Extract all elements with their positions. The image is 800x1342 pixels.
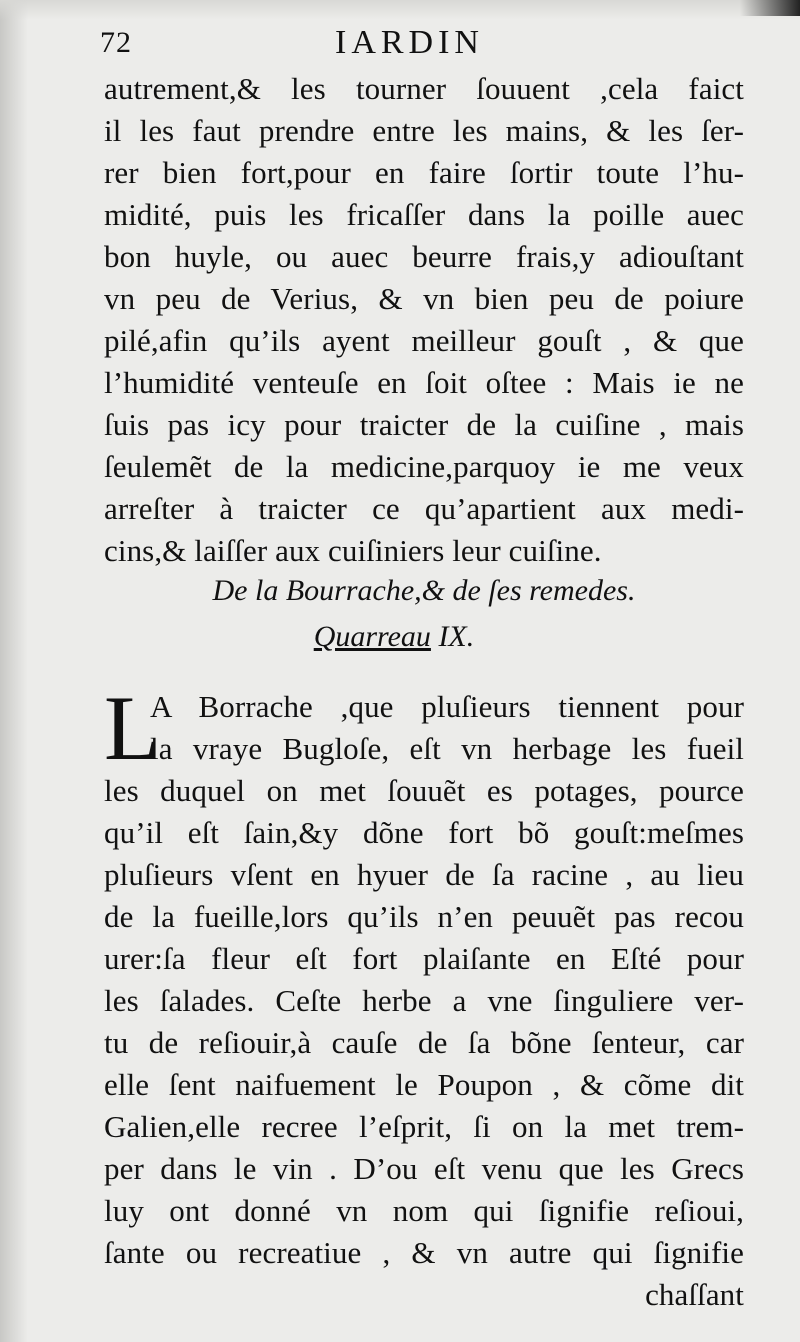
text-line: la vraye Bugloſe, eſt vn herbage les fueil [150, 731, 744, 766]
text-line: ſeulemẽt de la medicine,parquoy ie me veux [104, 449, 744, 484]
paragraph-cooking [104, 68, 744, 572]
text-line: les duquel on met ſouuẽt es potages, pource [104, 773, 744, 808]
section-title: De la Bourrache,& de ſes remedes. [212, 574, 636, 607]
section-subtitle-word: Quarreau [313, 620, 431, 653]
gutter-shadow [0, 0, 28, 1342]
paragraph-borage [104, 677, 744, 1316]
text-line: elle ſent naifuement le Poupon , & cõme dit [104, 1067, 744, 1102]
text-line: A Borrache ,que pluſieurs tiennent pour [150, 689, 744, 724]
text-line: les ſalades. Ceſte herbe a vne ſinguliere ver- [104, 983, 744, 1018]
text-line: arreſter à traicter ce qu’apartient aux medi- [104, 491, 744, 526]
section-subtitle [104, 614, 744, 660]
catchword: chaſſant [645, 1277, 744, 1312]
text-line: rer bien fort,pour en faire ſortir toute l’hu- [104, 155, 744, 190]
text-line: ſuis pas icy pour traicter de la cuiſine , mais [104, 407, 744, 442]
text-line: per dans le vin . D’ou eſt venu que les Grecs [104, 1151, 744, 1186]
text-line: cins,& laiſſer aux cuiſiniers leur cuiſine. [104, 533, 602, 568]
text-line: l’humidité venteuſe en ſoit oſtee : Mais ie ne [104, 365, 744, 400]
text-line: luy ont donné vn nom qui ſignifie reſioui, [104, 1193, 744, 1228]
section-subtitle-number: IX. [430, 620, 475, 653]
text-line: pilé,afin qu’ils ayent meilleur gouſt , & que [104, 323, 744, 358]
text-line: autrement,& les tourner ſouuent ,cela faict [104, 71, 744, 106]
text-line: urer:ſa fleur eſt fort plaiſante en Eſté pour [104, 941, 744, 976]
text-line: tu de reſiouir,à cauſe de ſa bõne ſenteur, car [104, 1025, 744, 1060]
drop-cap: L [104, 677, 161, 779]
text-line: vn peu de Verius, & vn bien peu de poiure [104, 281, 744, 316]
text-line: midité, puis les fricaſſer dans la poille auec [104, 197, 744, 232]
text-line: ſante ou recreatiue , & vn autre qui ſignifie [104, 1235, 744, 1270]
page-number: 72 [100, 26, 132, 59]
corner-binding-mark [740, 0, 800, 16]
running-head: IARDIN [335, 24, 484, 61]
section-heading [104, 568, 744, 660]
text-line: de la fueille,lors qu’ils n’en peuuẽt pas recou [104, 899, 744, 934]
text-line: pluſieurs vſent en hyuer de ſa racine , au lieu [104, 857, 744, 892]
text-line: Galien,elle recree l’eſprit, ſi on la met trem- [104, 1109, 744, 1144]
page-header [100, 18, 740, 62]
top-edge-shadow [0, 0, 800, 20]
text-line: bon huyle, ou auec beurre frais,y adiouſtant [104, 239, 744, 274]
text-line: il les faut prendre entre les mains, & les ſer- [104, 113, 744, 148]
text-line: qu’il eſt ſain,&y dõne fort bõ gouſt:meſmes [104, 815, 744, 850]
